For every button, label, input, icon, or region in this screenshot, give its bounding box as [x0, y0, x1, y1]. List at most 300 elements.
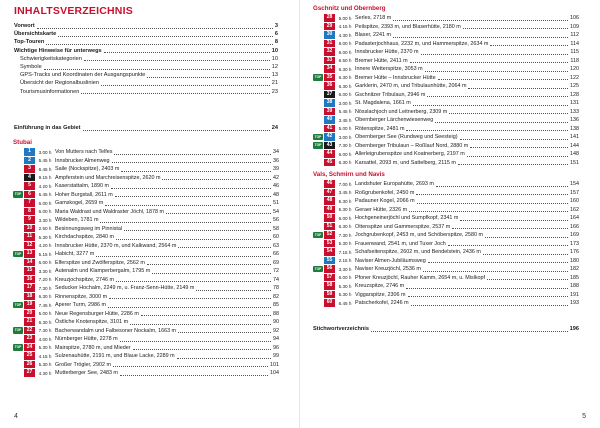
tour-page: 94	[273, 336, 279, 343]
tour-duration: 6.30 h	[38, 319, 52, 325]
tour-duration: 6.00 h	[338, 215, 352, 221]
tour-name: Naviser Kreuzjöchl, 2536 m	[355, 266, 421, 273]
page-title: INHALTSVERZEICHNIS	[14, 5, 133, 17]
tour-duration: 3.00 h	[338, 100, 352, 106]
leader-dots	[438, 75, 568, 80]
top-badge-spacer	[313, 223, 323, 229]
tour-page: 72	[273, 268, 279, 275]
tour-duration: 6.30 h	[338, 83, 352, 89]
tour-name: Besinnungsweg im Pinnistal	[55, 225, 123, 232]
leader-dots	[423, 267, 568, 272]
tour-page: 109	[570, 23, 579, 30]
leader-dots	[84, 56, 270, 61]
tour-name: Innsbrucker Almenweg	[55, 157, 110, 164]
toc-entry-label: Vorwort	[14, 23, 35, 29]
tour-name: Innsbrucker Hütte, 2370 m, und Kalkwand, 2564 m	[55, 242, 177, 249]
tour-page: 36	[273, 157, 279, 164]
leader-dots	[435, 118, 568, 123]
tour-number-badge: 7	[24, 199, 35, 206]
leader-dots	[467, 152, 568, 157]
tour-name: Nösslachjoch und Leitnerberg, 2309 m	[355, 108, 448, 115]
section-gschnitz	[313, 5, 579, 167]
tour-entry[interactable]	[313, 248, 579, 257]
leader-dots	[166, 209, 271, 214]
leader-dots	[196, 286, 271, 291]
tour-duration: 4.20 h	[38, 183, 52, 189]
tour-duration: 5.30 h	[338, 207, 352, 213]
tour-duration: 3.45 h	[338, 117, 352, 123]
leader-dots	[108, 303, 271, 308]
toc-entry-page: 21	[271, 80, 278, 87]
tour-entry[interactable]	[313, 197, 579, 206]
tour-entry[interactable]	[313, 65, 579, 74]
toc-entry[interactable]	[313, 325, 579, 333]
tour-entry[interactable]	[13, 156, 279, 165]
toc-entry-label: Symbole	[20, 63, 42, 70]
tour-name: Von Mutters nach Telfes	[55, 149, 113, 156]
leader-dots	[147, 260, 271, 265]
tour-entry[interactable]	[313, 290, 579, 299]
tour-name: Kreuzspitze, 2746 m	[355, 283, 405, 290]
leader-dots	[448, 241, 568, 246]
leader-dots	[120, 337, 271, 342]
tour-number-badge: 25	[24, 352, 35, 359]
toc-entry-page: 13	[271, 72, 278, 79]
tour-page: 82	[273, 293, 279, 300]
top-badge: TOP	[14, 192, 22, 197]
tour-number-badge: 53	[324, 240, 335, 247]
tour-duration: 4.30 h	[38, 370, 52, 376]
leader-dots	[130, 320, 271, 325]
tour-entry[interactable]	[313, 99, 579, 108]
toc-entry-page: 23	[271, 88, 278, 95]
tour-entry[interactable]	[13, 190, 279, 199]
leader-dots	[436, 182, 568, 187]
tour-duration: 6.00 h	[38, 260, 52, 266]
tour-page: 191	[570, 291, 579, 298]
tour-entry[interactable]	[313, 239, 579, 248]
tour-entry[interactable]	[313, 141, 579, 150]
tour-page: 114	[570, 40, 579, 47]
top-badge-spacer	[13, 174, 23, 180]
top-badge: TOP	[14, 302, 22, 307]
tour-name: Hochgeneinerjöchl und Sumpfkopf, 2341 m	[355, 215, 459, 222]
tour-entry[interactable]	[13, 173, 279, 182]
tour-page: 101	[270, 361, 279, 368]
tour-entry[interactable]	[13, 207, 279, 216]
leader-dots	[416, 190, 568, 195]
tour-duration: 2.15 h	[338, 258, 352, 264]
tour-entry[interactable]	[313, 188, 579, 197]
leader-dots	[113, 362, 268, 367]
top-badge-spacer	[13, 217, 23, 223]
tour-name: Garklerin, 2470 m, und Tribulaunhütte, 2064 m	[355, 83, 467, 90]
tour-entry[interactable]	[313, 133, 579, 142]
leader-dots	[417, 199, 568, 204]
tour-name: Frauenwand, 2541 m, und Tuxer Joch	[355, 240, 446, 247]
tour-duration: 7.00 h	[338, 181, 352, 187]
leader-dots	[449, 109, 568, 114]
leader-dots	[393, 16, 568, 21]
tour-entry[interactable]	[313, 282, 579, 291]
tour-duration: 2.50 h	[38, 226, 52, 232]
leader-dots	[141, 311, 271, 316]
tour-duration: 6.00 h	[338, 92, 352, 98]
tour-page: 54	[273, 208, 279, 215]
tour-entry[interactable]	[313, 150, 579, 159]
tour-name: St. Magdalena, 1661 m	[355, 100, 411, 107]
tour-entry[interactable]	[13, 369, 279, 378]
tour-duration: 6.00 h	[338, 49, 352, 55]
top-badge-spacer	[313, 206, 323, 212]
tour-duration: 5.45 h	[38, 158, 52, 164]
tour-number-badge: 36	[324, 82, 335, 89]
tour-page: 63	[273, 242, 279, 249]
top-badge: TOP	[314, 134, 322, 139]
page-number: 5	[582, 413, 586, 420]
leader-dots	[96, 252, 271, 257]
tour-duration: 3.30 h	[38, 217, 52, 223]
tour-name: Obernberger Lärchenwiesenweg	[355, 117, 434, 124]
tour-page: 193	[570, 300, 579, 307]
tour-duration: 7.30 h	[38, 328, 52, 334]
tour-number-badge: 33	[324, 57, 335, 64]
tour-duration: 5.30 h	[338, 292, 352, 298]
tour-duration: 7.30 h	[338, 232, 352, 238]
tour-name: Innere Wetterspitze, 3053 m	[355, 66, 423, 73]
tour-entry[interactable]	[313, 22, 579, 31]
tour-duration: 5.30 h	[38, 345, 52, 351]
tour-entry[interactable]	[13, 233, 279, 242]
tour-name: Geraer Hütte, 2326 m	[355, 206, 408, 213]
tour-entry[interactable]	[13, 224, 279, 233]
tour-entry[interactable]	[13, 284, 279, 293]
tour-duration: 3.30 h	[38, 268, 52, 274]
tour-name: Schafseitenspitze, 2602 m, und Bendelstein, 2436 m	[355, 249, 481, 256]
tour-entry[interactable]	[13, 309, 279, 318]
tour-page: 138	[570, 125, 579, 132]
tour-number-badge: 32	[324, 48, 335, 55]
tour-name: Östliche Knotenspitze, 3101 m	[55, 319, 129, 326]
leader-dots	[100, 218, 271, 223]
tour-page: 151	[570, 159, 579, 166]
leader-dots	[162, 175, 271, 180]
tour-duration: 4.15 h	[338, 24, 352, 30]
tour-page: 115	[570, 49, 579, 56]
leader-dots	[413, 101, 568, 106]
toc-entry-label: Übersicht der Regionalbuslinien	[20, 80, 99, 87]
top-badge: TOP	[314, 143, 322, 148]
leader-dots	[460, 216, 568, 221]
tour-page: 173	[570, 240, 579, 247]
top-badge: TOP	[14, 345, 22, 350]
tour-number-badge: 34	[324, 65, 335, 72]
toc-entry-page: 10	[271, 47, 278, 54]
leader-dots	[408, 292, 568, 297]
tour-name: Kirchdachspitze, 2840 m	[55, 234, 115, 241]
top-badge-spacer	[13, 361, 23, 367]
toc-entry-page: 12	[271, 63, 278, 70]
tour-duration: 8.00 h	[338, 41, 352, 47]
tour-entry[interactable]	[13, 199, 279, 208]
tour-name: Hoher Burgstall, 2611 m	[55, 191, 113, 198]
top-badge-spacer	[313, 274, 323, 280]
tour-duration: 7.15 h	[338, 249, 352, 255]
tour-entry[interactable]	[313, 265, 579, 274]
tour-duration: 3.00 h	[38, 149, 52, 155]
tour-page: 120	[570, 66, 579, 73]
tour-page: 160	[570, 198, 579, 205]
tour-entry[interactable]	[313, 205, 579, 214]
toc-entry[interactable]	[14, 47, 278, 55]
tour-name: Patscherkofel, 2246 m	[355, 300, 409, 307]
toc-entry[interactable]	[14, 22, 278, 30]
tour-entry[interactable]	[313, 124, 579, 133]
tour-entry[interactable]	[313, 158, 579, 167]
tour-entry[interactable]	[13, 241, 279, 250]
top-badge-spacer	[313, 57, 323, 63]
tour-name: Naviser Almen-Jubiläumsweg	[355, 257, 426, 264]
tour-entry[interactable]	[13, 301, 279, 310]
leader-dots	[37, 24, 273, 29]
leader-dots	[81, 89, 269, 94]
tour-entry[interactable]	[313, 56, 579, 65]
tour-name: Neue Regensburger Hütte, 2286 m	[55, 310, 139, 317]
tour-number-badge: 50	[324, 214, 335, 221]
tour-entry[interactable]	[13, 165, 279, 174]
tour-duration: 6.30 h	[338, 75, 352, 81]
leader-dots	[452, 224, 568, 229]
tour-name: Innsbrucker Hütte, 2370 m	[355, 49, 419, 56]
tour-name: Elferspitze und Zwölferspitze, 2562 m	[55, 259, 145, 266]
tour-entry[interactable]	[313, 273, 579, 282]
tour-entry[interactable]	[13, 335, 279, 344]
tour-number-badge: 14	[24, 259, 35, 266]
tour-number-badge: 16	[24, 276, 35, 283]
tour-entry[interactable]	[13, 258, 279, 267]
tour-page: 157	[570, 189, 579, 196]
toc-entry[interactable]	[14, 79, 278, 87]
tour-page: 133	[570, 108, 579, 115]
tour-duration: 6.30 h	[38, 294, 52, 300]
tour-number-badge: 43	[324, 142, 335, 149]
leader-dots	[421, 50, 569, 55]
tour-entry[interactable]	[313, 14, 579, 23]
tour-number-badge: 39	[324, 108, 335, 115]
top-badge-spacer	[13, 370, 23, 376]
tour-page: 106	[570, 15, 579, 22]
tour-name: Blaser, 2241 m	[355, 32, 391, 39]
top-badge-spacer	[13, 336, 23, 342]
toc-entry[interactable]	[14, 30, 278, 38]
top-badge-spacer	[13, 259, 23, 265]
tour-page: 176	[570, 249, 579, 256]
tour-duration: 3.30 h	[338, 266, 352, 272]
tour-duration: 5.30 h	[338, 241, 352, 247]
tour-number-badge: 41	[324, 125, 335, 132]
tour-page: 188	[570, 283, 579, 290]
toc-entry[interactable]	[14, 124, 278, 132]
tour-number-badge: 47	[324, 189, 335, 196]
tour-entry[interactable]	[13, 343, 279, 352]
tour-duration: 5.00 h	[338, 126, 352, 132]
tour-duration: 4.20 h	[38, 243, 52, 249]
top-badge-spacer	[313, 189, 323, 195]
top-badge-spacer	[313, 198, 323, 204]
toc-entry[interactable]	[14, 55, 278, 63]
top-badge-spacer	[313, 257, 323, 263]
tour-name: Ottenspitze und Gammerspitze, 2537 m	[355, 223, 451, 230]
tour-entry[interactable]	[13, 318, 279, 327]
toc-einfuehrung	[14, 124, 278, 132]
tour-name: Mairspitze, 2780 m, und Mieder	[55, 344, 131, 351]
tour-page: 128	[570, 91, 579, 98]
tour-entry[interactable]	[13, 216, 279, 225]
toc-entry[interactable]	[14, 71, 278, 79]
tour-duration: 5.15 h	[38, 251, 52, 257]
tour-entry[interactable]	[313, 48, 579, 57]
tour-entry[interactable]	[13, 267, 279, 276]
tour-number-badge: 57	[324, 274, 335, 281]
top-badge-spacer	[313, 181, 323, 187]
tour-duration: 6.30 h	[338, 66, 352, 72]
tour-number-badge: 6	[24, 191, 35, 198]
top-badge: TOP	[314, 266, 322, 271]
tour-duration: 7.20 h	[38, 277, 52, 283]
tour-name: Ampferstein und Marchreisenspitze, 2620 m	[55, 174, 161, 181]
tour-entry[interactable]	[13, 292, 279, 301]
tour-entry[interactable]	[313, 107, 579, 116]
right-page	[300, 0, 600, 428]
leader-dots	[463, 24, 568, 29]
tour-name: Padauner Kogel, 2066 m	[355, 198, 415, 205]
tour-entry[interactable]	[313, 82, 579, 91]
top-badge-spacer	[313, 100, 323, 106]
tour-name: Gamskogel, 2659 m	[55, 200, 104, 207]
tour-number-badge: 51	[324, 223, 335, 230]
top-badge-spacer	[13, 242, 23, 248]
tour-name: Seducker Hochalm, 2249 m, u. Franz-Senn-Hütte, 2149 m	[55, 285, 195, 292]
tour-page: 148	[570, 151, 579, 158]
tour-entry[interactable]	[313, 180, 579, 189]
tour-entry[interactable]	[313, 39, 579, 48]
tour-entry[interactable]	[313, 256, 579, 265]
tour-name: Habicht, 3277 m	[55, 251, 95, 258]
tour-number-badge: 21	[24, 318, 35, 325]
tour-entry[interactable]	[313, 73, 579, 82]
top-badge-spacer	[13, 225, 23, 231]
tour-page: 131	[570, 100, 579, 107]
tour-entry[interactable]	[313, 222, 579, 231]
tour-page: 104	[270, 370, 279, 377]
tour-name: Obernberger Tribulaun – Roßlauf Nord, 2880 m	[355, 142, 469, 149]
tour-name: Aperer Turm, 2986 m	[55, 302, 106, 309]
tour-duration: 5.45 h	[338, 109, 352, 115]
tour-duration: 3.00 h	[338, 134, 352, 140]
tour-entry[interactable]	[313, 299, 579, 308]
tour-number-badge: 30	[324, 31, 335, 38]
toc-entry-page: 10	[271, 55, 278, 62]
tour-entry[interactable]	[13, 360, 279, 369]
tour-name: Maria Waldrast und Waldraster Jöchl, 1878 m	[55, 208, 164, 215]
tour-duration: 7.30 h	[38, 285, 52, 291]
tour-duration: 6.30 h	[338, 224, 352, 230]
top-badge-spacer	[313, 291, 323, 297]
leader-dots	[410, 58, 569, 63]
top-badge-spacer	[313, 108, 323, 114]
top-badge-spacer	[313, 49, 323, 55]
tour-duration: 4.15 h	[38, 353, 52, 359]
tour-name: Wildeben, 1781 m	[55, 217, 99, 224]
tour-name: Roßgrubenkofel, 2450 m	[355, 189, 415, 196]
tour-name: Obernberger See (Rundweg und Seesteig)	[355, 134, 458, 141]
leader-dots	[428, 258, 568, 263]
tour-entry[interactable]	[313, 231, 579, 240]
leader-dots	[101, 81, 270, 86]
tour-number-badge: 46	[324, 180, 335, 187]
tour-duration: 5.00 h	[338, 15, 352, 21]
tour-entry[interactable]	[313, 214, 579, 223]
tour-duration: 5.00 h	[38, 311, 52, 317]
tour-page: 164	[570, 215, 579, 222]
tour-entry[interactable]	[313, 90, 579, 99]
tour-entry[interactable]	[13, 250, 279, 259]
leader-dots	[104, 48, 270, 53]
tour-name: Kaserstattalm, 1890 m	[55, 183, 109, 190]
leader-dots	[177, 354, 271, 359]
top-badge-spacer	[13, 183, 23, 189]
top-badge-spacer	[313, 83, 323, 89]
leader-dots	[460, 135, 569, 140]
tour-entry[interactable]	[13, 352, 279, 361]
leader-dots	[111, 184, 271, 189]
tour-number-badge: 58	[324, 282, 335, 289]
tour-entry[interactable]	[313, 116, 579, 125]
tour-page: 42	[273, 174, 279, 181]
tour-entry[interactable]	[13, 182, 279, 191]
toc-entry[interactable]	[14, 63, 278, 71]
leader-dots	[121, 167, 271, 172]
leader-dots	[58, 32, 273, 37]
tour-entry[interactable]	[13, 148, 279, 157]
toc-entry-page: 6	[274, 31, 278, 38]
tour-entry[interactable]	[313, 31, 579, 40]
tour-page: 136	[570, 117, 579, 124]
tour-number-badge: 29	[324, 23, 335, 30]
tour-number-badge: 17	[24, 284, 35, 291]
toc-entry[interactable]	[14, 38, 278, 46]
tour-number-badge: 11	[24, 233, 35, 240]
toc-entry[interactable]	[14, 88, 278, 96]
tour-entry[interactable]	[13, 275, 279, 284]
tour-duration: 9.15 h	[38, 175, 52, 181]
tour-page: 180	[570, 257, 579, 264]
toc-entry-label: Schwierigkeitskategorien	[20, 55, 82, 62]
tour-duration: 5.30 h	[338, 283, 352, 289]
leader-dots	[178, 243, 271, 248]
top-badge-spacer	[313, 32, 323, 38]
toc-entry-label: Einführung in das Gebiet	[14, 125, 81, 131]
leader-dots	[485, 233, 568, 238]
tour-number-badge: 18	[24, 293, 35, 300]
toc-entry-label: Tourismusinformationen	[20, 88, 80, 95]
tour-duration: 4.00 h	[38, 336, 52, 342]
section-stubai	[13, 139, 279, 377]
top-badge: TOP	[314, 232, 322, 237]
leader-dots	[425, 67, 568, 72]
tour-entry[interactable]	[13, 326, 279, 335]
toc-entry-label: Top-Touren	[14, 39, 45, 46]
